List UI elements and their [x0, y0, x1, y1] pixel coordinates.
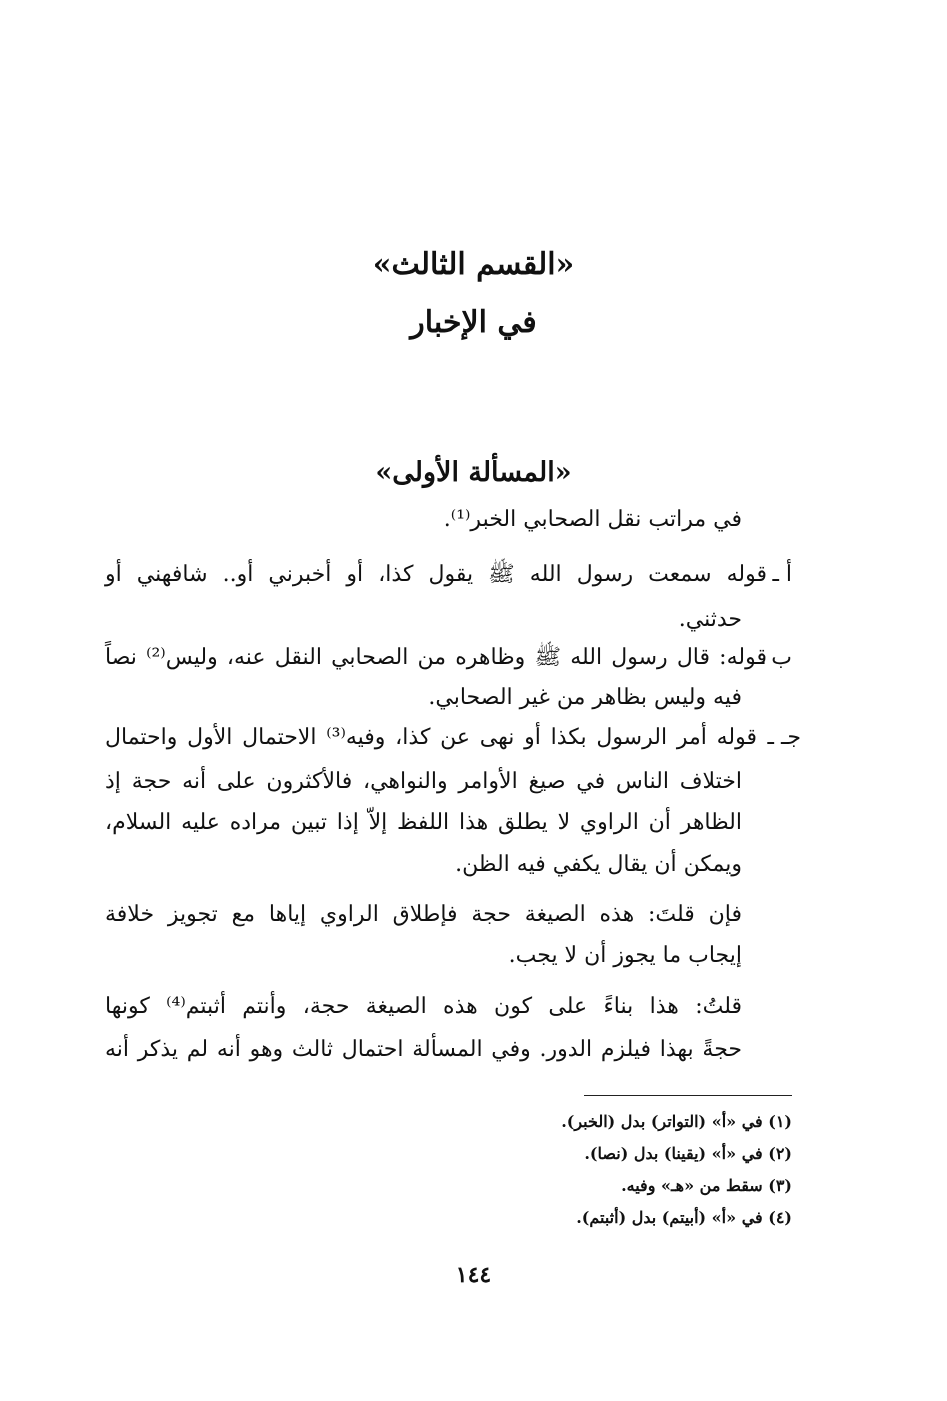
part-subject: في الإخبار: [410, 305, 537, 340]
part-title: «القسم الثالث»: [372, 247, 575, 282]
item-marker-a: أ ـ: [772, 562, 792, 587]
section-intro: في مراتب نقل الصحابي الخبر⁽¹⁾.: [443, 507, 742, 532]
footnote-separator: [584, 1095, 792, 1096]
section-title: «المسألة الأولى»: [375, 457, 572, 488]
paragraph-2-line-1: قلتُ: هذا بناءً على كون هذه الصيغة حجة، وأنتم أثبتم⁽⁴⁾ كونها: [105, 994, 743, 1019]
item-marker-b: ب ـ: [757, 645, 792, 670]
footnote-3: (٣) سقط من «هـ» وفيه.: [621, 1176, 792, 1195]
item-b-line-1: قوله: قال رسول الله ﷺ وظاهره من الصحابي النقل عنه، وليس⁽²⁾ نصاً: [105, 645, 767, 670]
paragraph-2-line-2: حجةً بهذا فيلزم الدور. وفي المسألة احتمال ثالث وهو أنه لم يذكر أنه: [105, 1037, 742, 1062]
paragraph-1-line-1: فإن قلتَ: هذه الصيغة حجة فإطلاق الراوي إياها مع تجويز خلافة: [105, 902, 742, 927]
page-number: ١٤٤: [455, 1262, 492, 1288]
item-a-line-2: حدثني.: [678, 607, 742, 632]
item-c-line-3: الظاهر أن الراوي لا يطلق هذا اللفظ إلاّ إذا تبين مراده عليه السلام،: [105, 810, 742, 835]
item-c-line-1: قوله أمر الرسول بكذا أو نهى عن كذا، وفيه⁽³⁾ الاحتمال الأول واحتمال: [105, 725, 757, 750]
item-c-line-4: ويمكن أن يقال يكفي فيه الظن.: [455, 852, 742, 877]
item-b-line-2: فيه وليس بظاهر من غير الصحابي.: [428, 685, 742, 710]
footnote-2: (٢) في «أ» (يقينا) بدل (نصا).: [584, 1144, 792, 1163]
item-marker-c: جـ ـ: [767, 725, 801, 750]
footnote-4: (٤) في «أ» (أبيتم) بدل (أثبتم).: [576, 1208, 792, 1227]
footnote-1: (١) في «أ» (التواتر) بدل (الخبر).: [561, 1112, 792, 1131]
item-a-line-1: قوله سمعت رسول الله ﷺ يقول كذا، أو أخبرني أو.. شافهني أو: [105, 562, 767, 587]
item-c-line-2: اختلاف الناس في صيغ الأوامر والنواهي، فالأكثرون على أنه حجة إذ: [105, 769, 742, 794]
paragraph-1-line-2: إيجاب ما يجوز أن لا يجب.: [508, 943, 742, 968]
